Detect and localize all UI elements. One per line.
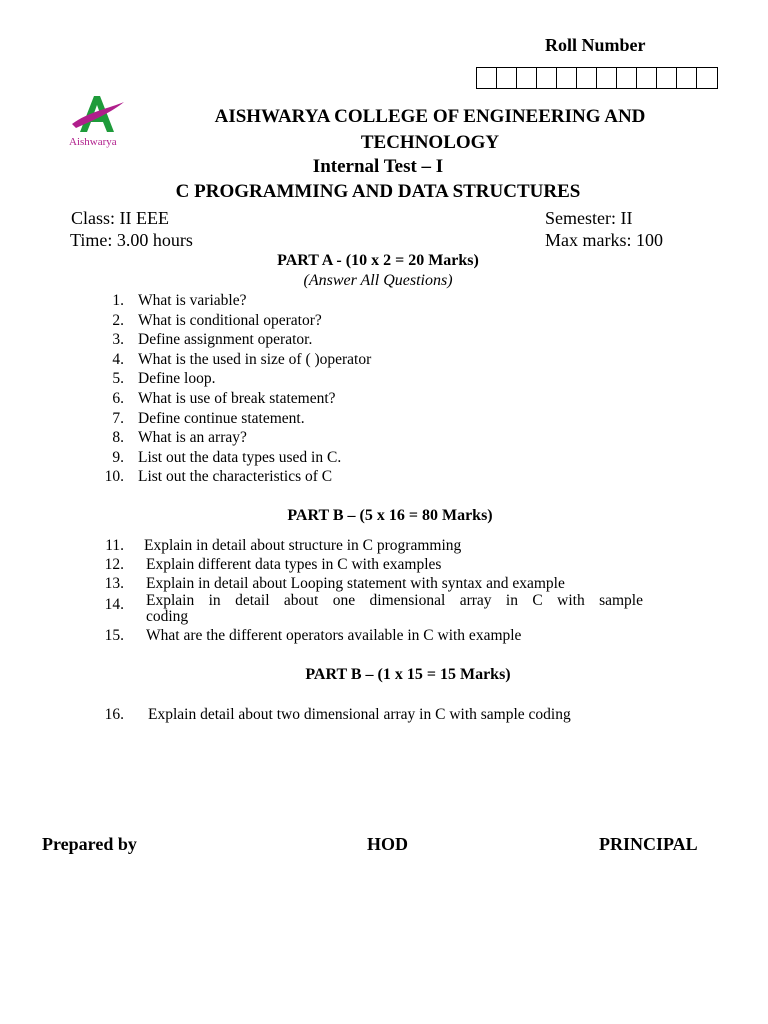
question-text: What are the different operators available in C with example [146,627,522,644]
question-text: Explain different data types in C with examples [146,556,442,573]
question-text: Define loop. [138,370,216,388]
question-text: List out the characteristics of C [138,468,333,486]
part-a-question-list [96,291,371,487]
question-text: Define continue statement. [138,409,305,427]
question-text: What is conditional operator? [138,311,322,329]
question-item [96,409,371,429]
question-text: What is the used in size of ( )operator [138,350,372,368]
question-number: 6. [112,389,124,407]
question-text: What is use of break statement? [138,389,336,407]
roll-number-box[interactable] [617,68,637,88]
question-number: 10. [104,468,124,486]
time-info: Time: 3.00 hours [70,230,193,250]
prepared-by-label: Prepared by [42,834,137,854]
question-item [96,467,371,487]
roll-number-boxes[interactable] [476,67,718,89]
question-item [96,311,371,331]
question-number: 9. [112,448,124,466]
principal-label: PRINCIPAL [599,834,698,854]
college-logo-icon [66,94,130,150]
part-b-question-list [96,536,656,647]
question-item [96,448,371,468]
question-number: 11. [105,537,124,554]
roll-number-box[interactable] [517,68,537,88]
roll-number-box[interactable] [557,68,577,88]
max-marks-info: Max marks: 100 [545,230,663,250]
roll-number-box[interactable] [677,68,697,88]
subject-title: C PROGRAMMING AND DATA STRUCTURES [175,181,581,202]
roll-number-label: Roll Number [545,35,646,55]
semester-info: Semester: II [545,208,633,228]
question-item [96,428,371,448]
logo-text: Aishwarya [69,136,117,148]
class-info: Class: II EEE [71,208,169,228]
question-text [146,593,643,625]
question-number: 12. [104,556,124,573]
question-number: 3. [112,331,124,349]
question-item [96,706,571,724]
question-item [96,291,371,311]
question-number: 8. [112,429,124,447]
roll-number-box[interactable] [697,68,717,88]
question-text: List out the data types used in C. [138,448,342,466]
question-text: Explain in detail about Looping statement with syntax and example [146,575,565,592]
college-name-line2: TECHNOLOGY [360,132,500,153]
roll-number-box[interactable] [577,68,597,88]
question-item [96,593,656,625]
question-text: What is variable? [138,292,247,309]
question-item [96,389,371,409]
question-item [96,555,656,574]
college-name-line1: AISHWARYA COLLEGE OF ENGINEERING AND [214,106,646,127]
roll-number-box[interactable] [537,68,557,88]
part-c-title: PART B – (1 x 15 = 15 Marks) [305,666,511,683]
hod-label: HOD [367,834,409,854]
question-item [96,350,371,370]
question-text: Define assignment operator. [138,331,313,349]
test-name: Internal Test – I [312,156,444,177]
question-item [96,369,371,389]
part-a-title: PART A - (10 x 2 = 20 Marks) [277,252,479,269]
question-item [96,536,656,555]
part-a-instruction: (Answer All Questions) [303,272,453,289]
roll-number-box[interactable] [497,68,517,88]
question-number: 2. [112,311,124,329]
roll-number-box[interactable] [657,68,677,88]
question-number: 13. [104,575,124,592]
roll-number-box[interactable] [597,68,617,88]
question-number: 14. [104,596,124,613]
question-number: 15. [104,627,124,644]
question-text: What is an array? [138,429,247,447]
question-text-line: Explain in detail about one dimensional array in C with sample [146,592,643,609]
question-number: 7. [112,409,124,427]
question-number: 5. [112,370,124,388]
question-item [96,574,656,593]
question-item [96,625,656,647]
roll-number-box[interactable] [477,68,497,88]
question-number: 1. [112,292,124,309]
roll-number-box[interactable] [637,68,657,88]
question-text: Explain detail about two dimensional array in C with sample coding [148,706,571,723]
question-number: 4. [112,350,124,368]
question-number: 16. [104,706,124,723]
college-logo [66,94,130,150]
question-item [96,330,371,350]
question-text: Explain in detail about structure in C programming [144,537,462,554]
part-b-title: PART B – (5 x 16 = 80 Marks) [287,507,493,524]
question-text-line: coding [146,608,189,625]
